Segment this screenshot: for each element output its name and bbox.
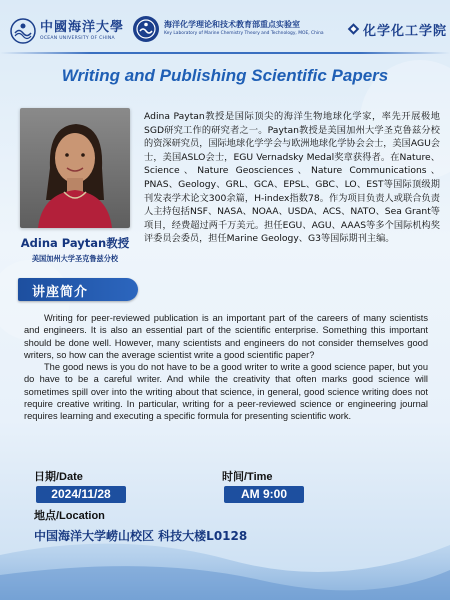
date-value: 2024/11/28 xyxy=(36,486,126,503)
header-divider xyxy=(0,52,450,54)
location-value: 中国海洋大学崂山校区 科技大楼L0128 xyxy=(34,529,248,543)
university-logo xyxy=(10,14,128,48)
university-seal-icon xyxy=(10,18,36,44)
college-logo xyxy=(347,16,447,42)
lecture-title: Writing and Publishing Scientific Papers xyxy=(61,66,389,85)
speaker-bio: Adina Paytan教授是国际顶尖的海洋生物地球化学家，率先开展极地SGD研究工作的研究者之一。Paytan教授是美国加州大学圣克鲁兹分校的资深研究员，国际地球化学学会与欧洲地球化学协会会士，美国AGU会士，美国ASLO会士，EGU Vernadsky Medal奖章获得者。在Nature、Science、Nature Geosciences、Nature Communications、PNAS、Geology、GRL、GCA、EPSL、GBC、LO、EST等国际顶级期刊发表学术论文300余篇，H-index指数78。作为项目负责人或联合负责人主持包括NSF、NASA、NOAA、USDA、ACS、NATO、Sea Grant等项目，经费超过两千万美元。担任EGU、AGU、AAAS等多个国际机构奖评委员会委员，担任Marine Geology、G3等国际期刊主编。 xyxy=(144,111,440,245)
speaker-photo xyxy=(20,108,130,228)
lab-emblem-icon xyxy=(132,15,160,43)
location-label: 地点/Location xyxy=(34,510,105,522)
abstract-paragraph: Writing for peer-reviewed publication is an important part of the careers of many scientists and engineers. It is also an essential part of the scientific enterprise. Something this important should be done well. However, many scientists and engineers do not consider themselves good writers, so how can the average scientist write a good scientific paper? xyxy=(24,313,428,360)
lab-logo xyxy=(132,12,344,46)
university-name-en: OCEAN UNIVERSITY OF CHINA xyxy=(40,35,115,41)
speaker-affiliation: 美国加州大学圣克鲁兹分校 xyxy=(31,254,119,263)
time-value: AM 9:00 xyxy=(224,486,304,503)
section-header-abstract xyxy=(18,278,138,301)
lab-name-en: Key Laboratory of Marine Chemistry Theory and Technology, MOE, China xyxy=(164,31,324,37)
section-heading: 讲座简介 xyxy=(32,285,89,300)
time-label: 时间/Time xyxy=(222,471,273,483)
college-mark-icon xyxy=(347,20,360,38)
abstract-paragraph: The good news is you do not have to be a good writer to write a good science paper, but you do have to be a careful writer. And while the creativity that often marks good science will sometimes spill over into the writing about that science, in general, good science writing does not require creative writing. In particular, writing for a peer-reviewed science or engineering journal requires learning and executing a specific formula for presenting scientific work. xyxy=(24,362,428,422)
college-name: 化学化工学院 xyxy=(362,23,447,39)
university-name-cn: 中國海洋大學 xyxy=(40,19,125,35)
lab-name-cn: 海洋化学理论和技术教育部重点实验室 xyxy=(164,20,300,30)
speaker-name: Adina Paytan教授 xyxy=(20,236,130,250)
abstract-text xyxy=(24,312,428,423)
date-label: 日期/Date xyxy=(34,471,83,483)
